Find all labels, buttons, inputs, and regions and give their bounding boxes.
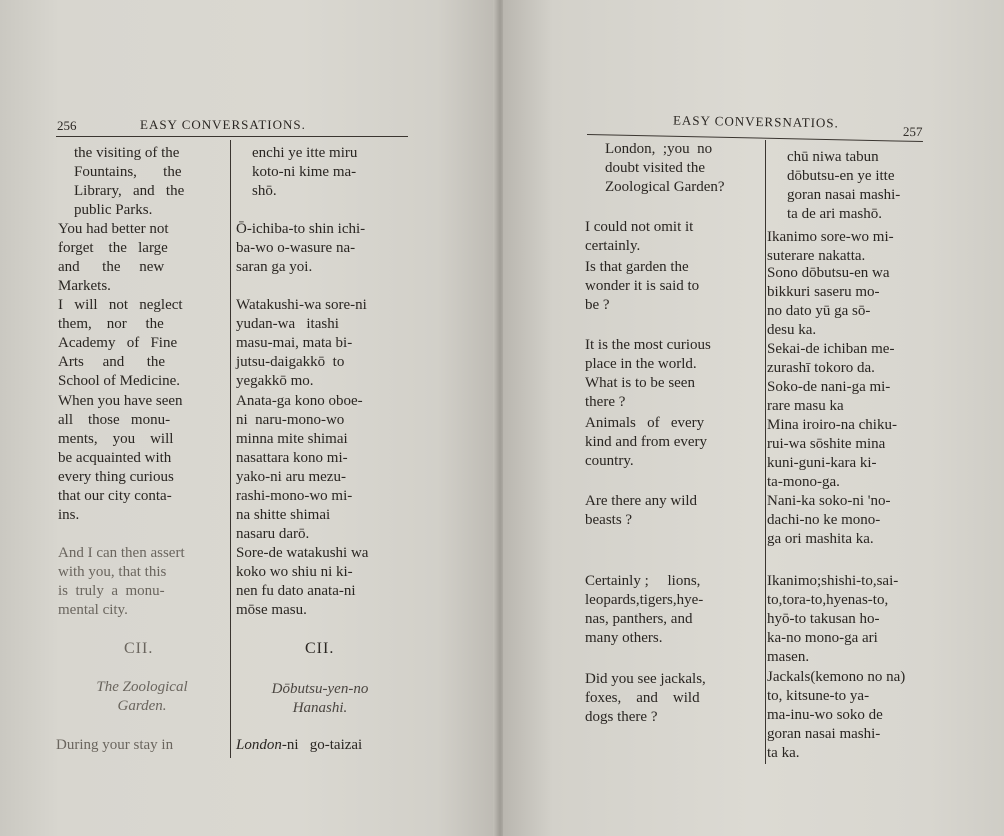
paragraph-en: I will not neglect them, nor the Academy of Fine Arts and the School of Medicine. <box>58 297 183 389</box>
paragraph-en: Animals of every kind and from every country. <box>585 415 708 469</box>
continuation-jp <box>236 736 362 755</box>
header-rule <box>56 136 408 137</box>
paragraph-jp: Ikanimo sore-wo mi- suterare nakatta. <box>767 229 894 264</box>
paragraph-en: It is the most curious place in the world. <box>585 337 711 372</box>
paragraph-jp: Sekai-de ichiban me- zurashī tokoro da. <box>767 341 895 376</box>
paragraph-jp: Jackals(kemono no na) to, kitsune-to ya- ma-inu-wo soko de goran nasai mashi- ta ka. <box>767 669 906 761</box>
paragraph-jp: Sono dōbutsu-en wa bikkuri saseru mo- no dato yū ga sō- desu ka. <box>767 265 890 338</box>
section-number-en: CII. <box>124 640 154 657</box>
paragraph-jp: Watakushi-wa sore-ni yudan-wa itashi masu-mai, mata bi- jutsu-daigakkō to yegakkō mo. <box>236 297 367 389</box>
left-page <box>0 0 497 836</box>
section-number-jp: CII. <box>305 640 335 657</box>
running-head: EASY CONVERSNATIOS. <box>672 112 840 131</box>
paragraph-jp: chū niwa tabun dōbutsu-en ye itte goran nasai mashi- ta de ari mashō. <box>787 149 901 222</box>
running-head: EASY CONVERSATIONS. <box>140 117 306 132</box>
page-number: 257 <box>902 123 923 140</box>
page-number: 256 <box>57 118 77 133</box>
paragraph-jp: enchi ye itte miru koto-ni kime ma- shō. <box>252 145 358 199</box>
continuation-jp-rest: -ni go-taizai <box>281 737 363 753</box>
continuation-en: During your stay in <box>56 737 174 753</box>
column-divider <box>230 140 231 758</box>
paragraph-en: the visiting of the Fountains, the Library, and the public Parks. <box>74 145 185 218</box>
paragraph-en: When you have seen all those monu- ments, you will be acquainted with every thing curious that our city conta- ins. <box>58 393 183 523</box>
paragraph-jp: Ikanimo;shishi-to,sai- to,tora-to,hyenas-to, hyō-to takusan ho- ka-no mono-ga ari masen. <box>767 573 899 665</box>
paragraph-en: I could not omit it certainly. <box>585 219 694 254</box>
paragraph-jp: Ō-ichiba-to shin ichi- ba-wo o-wasure na- saran ga yoi. <box>236 221 366 275</box>
place-name: London <box>236 737 282 753</box>
paragraph-en: You had better not forget the large and the new Markets. <box>58 221 169 294</box>
paragraph-en: Are there any wild beasts ? <box>585 493 698 528</box>
paragraph-jp: Nani-ka soko-ni 'no- dachi-no ke mono- ga ori mashita ka. <box>767 493 891 547</box>
right-page <box>503 0 1004 836</box>
section-heading-en: The Zoological Garden. <box>96 679 188 714</box>
column-divider <box>765 140 766 764</box>
paragraph-en: And I can then assert with you, that this is truly a monu- mental city. <box>58 545 185 618</box>
paragraph-jp: Soko-de nani-ga mi- rare masu ka <box>767 379 891 414</box>
paragraph-en: What is to be seen there ? <box>585 375 695 410</box>
paragraph-jp: Anata-ga kono oboe- ni naru-mono-wo minna mite shimai nasattara kono mi- yako-ni aru mezu- rashi-mono-wo mi- na shitte shimai nasaru darō. <box>236 393 363 542</box>
paragraph-jp: Sore-de watakushi wa koko wo shiu ni ki- nen fu dato anata-ni mōse masu. <box>236 545 369 618</box>
section-heading-jp: Dōbutsu-yen-no Hanashi. <box>271 681 369 716</box>
paragraph-jp: Mina iroiro-na chiku- rui-wa sōshite mina kuni-guni-kara ki- ta-mono-ga. <box>767 417 897 490</box>
paragraph-en: Certainly ; lions, leopards,tigers,hye- nas, panthers, and many others. <box>585 573 704 646</box>
paragraph-en: Is that garden the wonder it is said to be ? <box>585 259 700 313</box>
paragraph-en: London, ;you no doubt visited the Zoological Garden? <box>605 141 725 195</box>
paragraph-en: Did you see jackals, foxes, and wild dogs there ? <box>585 671 706 725</box>
